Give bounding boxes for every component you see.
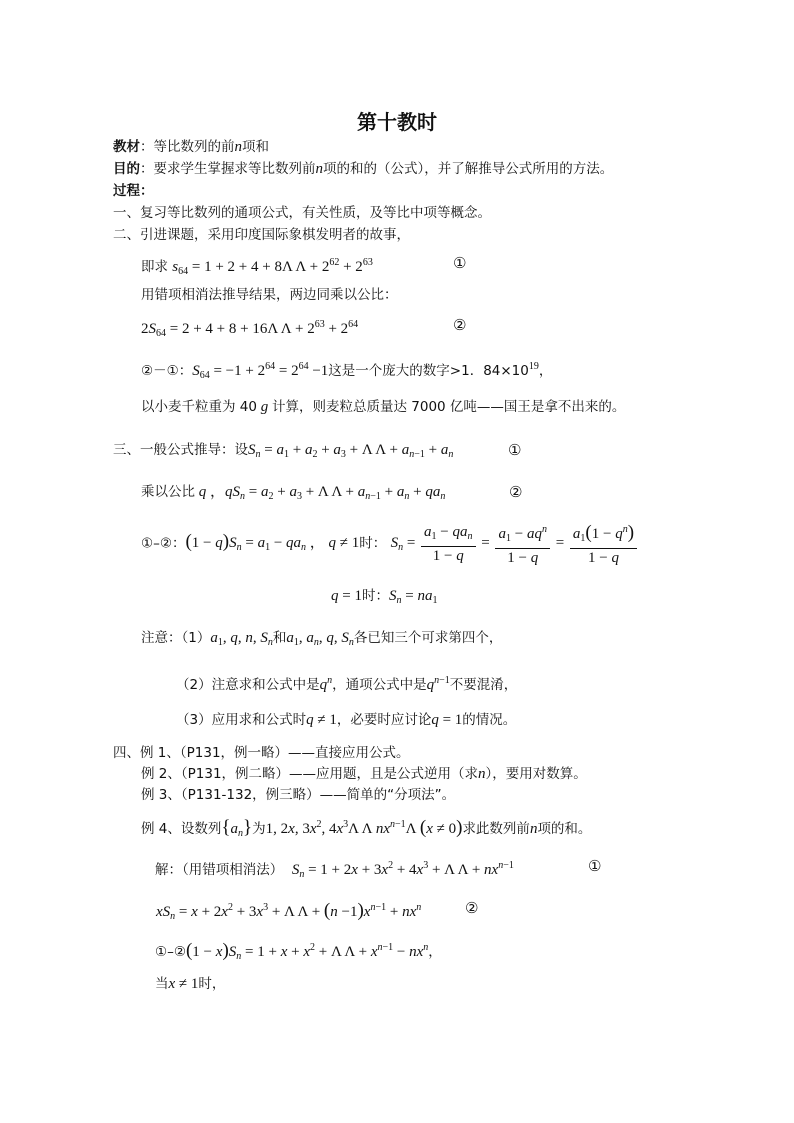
ex4-end2: 项的和。 — [537, 821, 592, 837]
section-3: 三、一般公式推导：设$S_n = a_1 + a_2 + a_3 + \Lambda$ $\Lambda + a_{n-1} + a_n$ — [113, 442, 454, 460]
note-3: （3）应用求和公式时q ≠ 1，必要时应讨论q = 1的情况。 — [176, 712, 517, 728]
textbook-text2: 项和 — [242, 139, 269, 155]
wheat-text: 以小麦千粒重为 40 — [141, 399, 257, 415]
goal-text: 要求学生掌握求等比数列前 — [153, 161, 316, 177]
diff-prefix: ②－①： — [141, 363, 193, 379]
wheat-text2: 计算，则麦粒总质量达 7000 亿吨——国王是拿不出来的。 — [271, 399, 626, 415]
wheat-line: 以小麦千粒重为 40 g 计算，则麦粒总质量达 7000 亿吨——国王是拿不出来的。 — [141, 399, 626, 415]
mark-1: ① — [453, 254, 467, 272]
note-2: （2）注意求和公式中是$q^n$，通项公式中是$q^{n-1}$不要混淆， — [176, 675, 518, 693]
goal-text2: 项的和的（公式），并了解推导公式所用的方法。 — [323, 161, 614, 177]
eq-s64-line — [141, 254, 373, 281]
textbook-label: 教材 — [113, 139, 140, 155]
comma: ， — [538, 363, 553, 379]
ex4-mid: 为 — [252, 821, 266, 837]
general-formula-line: ①–②：$(1 - q)S_n = a_1 - qa_n$ ， q ≠ 1时： $S_n$ = $\frac{a_1 - qa_n}{1 - q}$ = $\frac{a_1 - aq^n}{1 - q}$ = $\frac{a_1(1 - q^n)}{1 - q}$ — [141, 520, 639, 568]
mark-2: ② — [453, 316, 467, 334]
page-title: 第十教时 — [357, 110, 437, 134]
eq-2s64-line — [141, 316, 358, 343]
diff-text: 这是一个庞大的数字>1．84×10 — [328, 363, 529, 379]
comma2: ， — [428, 944, 442, 960]
goal-label: 目的 — [113, 161, 140, 177]
solution-label: 解：（用错项相消法） — [155, 862, 284, 878]
sol-diff-label: ①–② — [155, 944, 186, 960]
ex4-end: 求此数列前 — [462, 821, 530, 837]
mult-line: 乘以公比 q ，$qS_n = a_2 + a_3 + \Lambda$ $\Lambda + a_{n-1} + a_n + qa_n$ — [141, 484, 446, 502]
solution-line-2: $xS_n = x + 2x^2 + 3x^3 + \Lambda$ $\Lambda + (n -1)x^{n-1} + nx^n$ — [156, 900, 422, 922]
ex2-end: ），要用对数算。 — [485, 766, 587, 782]
mark-1c: ① — [588, 857, 602, 875]
example-4: 例 4、设数列$\{a_n\}$为1, 2x, $3x^2$, $4x^3\Lambda$ Λ $nx^{n-1}\Lambda$ (x ≠ 0)求此数列前n项的和。 — [141, 817, 592, 839]
mark-2c: ② — [465, 899, 479, 917]
mark-1b: ① — [508, 441, 522, 459]
cuoxiang-line: 用错项相消法推导结果，两边同乘以公比： — [141, 287, 398, 303]
note2-end: 不要混淆， — [449, 677, 518, 693]
goal-line: 目的：要求学生掌握求等比数列前n项的和的（公式），并了解推导公式所用的方法。 — [113, 161, 614, 177]
eq-s64: $s_{64} = 1 + 2 + 4 + 8\Lambda$ $\Lambda + 2^{62} + 2^{63}$ — [172, 257, 373, 277]
note3-end: 的情况。 — [462, 712, 517, 728]
mark-2b: ② — [509, 483, 523, 501]
note2-text: （2）注意求和公式中是 — [176, 677, 320, 693]
solution-line-4: 当x ≠ 1时， — [155, 976, 226, 992]
textbook-text: 等比数列的前 — [153, 139, 235, 155]
note2-mid: ，通项公式中是 — [332, 677, 427, 693]
note1-mid: 和 — [272, 630, 287, 646]
section-2: 二、引进课题，采用印度国际象棋发明者的故事， — [113, 227, 410, 243]
eq-diff-line: ②－①：$S_{64} = -1 + 2^{64} = 2^{64} -1$这是一个庞大的数字>1．$84\times 10^{19}$， — [141, 361, 553, 381]
when-q-ne-1: 时： — [359, 535, 387, 552]
note-1: 注意：$(1)a_1$, q, n, $S_n$和$a_1$, $a_n$, q, $S_n$各已知三个可求第四个， — [141, 630, 503, 648]
section-4: 四、例 1、（P131，例一略）——直接应用公式。 — [113, 745, 410, 761]
ex4-text: 例 4、设数列 — [141, 821, 222, 837]
solution-line-3: ①–②(1 − $x)S_n = 1 + x + x^2 + \Lambda$ $\Lambda + x^{n-1} - nx^n$， — [155, 940, 442, 962]
jiqiu-label: 即求 — [141, 259, 168, 275]
section-1: 一、复习等比数列的通项公式，有关性质，及等比中项等概念。 — [113, 205, 491, 221]
solution-line-1: 解：（用错项相消法） $S_n = 1 + 2x + 3x^2 + 4x^3 + \Lambda$ $\Lambda + nx^{n-1}$ — [155, 860, 514, 880]
sol-when: 当 — [155, 976, 169, 992]
sol-when2: 时， — [198, 976, 226, 992]
note1-end: 各已知三个可求第四个， — [353, 630, 503, 646]
section-3-text: 三、一般公式推导：设 — [113, 442, 248, 458]
textbook-line: 教材：等比数列的前n项和 — [113, 139, 269, 155]
process-label: 过程： — [113, 183, 154, 199]
when-q-eq-1: 时： — [361, 588, 389, 604]
example-2: 例 2、（P131，例二略）——应用题，且是公式逆用（求n），要用对数算。 — [141, 766, 587, 782]
ex2-text: 例 2、（P131，例二略）——应用题，且是公式逆用（求 — [141, 766, 479, 782]
note3-text: （3）应用求和公式时 — [176, 712, 307, 728]
diff-label-2: ①–②： — [141, 535, 186, 552]
note-label: 注意：（1） — [141, 630, 211, 646]
note3-mid: ，必要时应讨论 — [336, 712, 432, 728]
q-eq-1-line: q = 1时：$S_n = na_1$ — [331, 588, 438, 606]
example-3: 例 3、（P131-132，例三略）——简单的“分项法”。 — [141, 787, 456, 803]
eq-2s64: $2S_{64} = 2 + 4 + 8 + 16\Lambda$ $\Lambda + 2^{63} + 2^{64}$ — [141, 319, 359, 339]
mult-text: 乘以公比 — [141, 484, 195, 500]
